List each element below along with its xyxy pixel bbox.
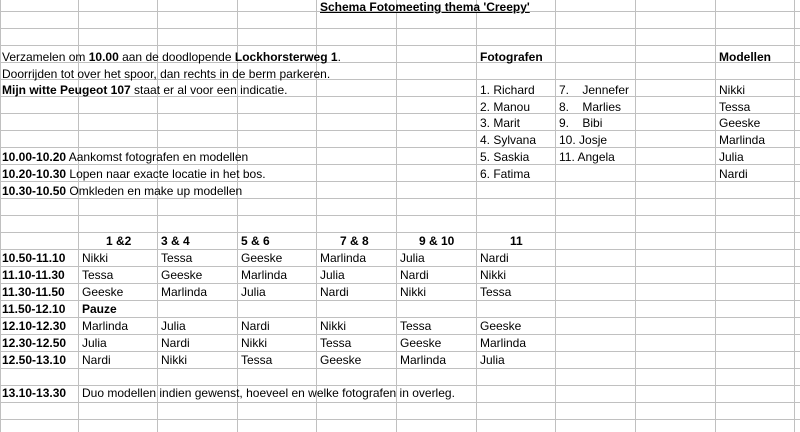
schedule-cell[interactable]: Nardi	[480, 251, 509, 265]
column-divider	[157, 0, 158, 432]
schedule-cell[interactable]: Nardi	[161, 336, 190, 350]
intro-text: staat er al voor een indicatie.	[130, 83, 288, 97]
schedule-cell[interactable]: Julia	[241, 285, 266, 299]
schedule-cell[interactable]: Tessa	[161, 251, 193, 265]
fotograaf-cell[interactable]: 10. Josje	[559, 133, 608, 147]
model-cell[interactable]: Geeske	[719, 116, 761, 130]
schedule-cell[interactable]: Marlinda	[480, 336, 527, 350]
fotograaf-cell[interactable]: 1. Richard	[480, 83, 535, 97]
schedule-cell[interactable]: Geeske	[400, 336, 442, 350]
program-row[interactable]	[2, 184, 242, 198]
fotograaf-cell[interactable]: 9. Bibi	[559, 116, 603, 130]
schedule-cell[interactable]: Marlinda	[241, 268, 288, 282]
schedule-cell[interactable]: Marlinda	[400, 353, 447, 367]
modellen-header[interactable]: Modellen	[719, 50, 772, 64]
schedule-cell[interactable]: Nardi	[82, 353, 111, 367]
fotografen-header[interactable]: Fotografen	[480, 50, 543, 64]
program-text: Aankomst fotografen en modellen	[68, 150, 249, 164]
pause-cell[interactable]: Pauze	[82, 302, 117, 316]
model-cell[interactable]: Nardi	[719, 167, 748, 181]
fotograaf-cell[interactable]: 4. Sylvana	[480, 133, 537, 147]
schedule-cell[interactable]: Tessa	[241, 353, 273, 367]
model-cell[interactable]: Julia	[719, 150, 744, 164]
column-divider	[396, 0, 397, 432]
intro-car: Mijn witte Peugeot 107	[2, 83, 131, 97]
schedule-cell[interactable]: Nikki	[161, 353, 187, 367]
program-row[interactable]	[2, 167, 266, 181]
schedule-cell[interactable]: Nikki	[400, 285, 426, 299]
schedule-cell[interactable]: Nikki	[82, 251, 108, 265]
intro-text: .	[337, 50, 341, 64]
schedule-time[interactable]: 12.50-13.10	[2, 353, 67, 367]
fotograaf-cell[interactable]: 2. Manou	[480, 100, 531, 114]
schedule-cell[interactable]: Tessa	[480, 285, 512, 299]
program-time: 10.30-10.50	[2, 184, 67, 198]
sheet-title[interactable]: Schema Fotomeeting thema 'Creepy'	[320, 0, 530, 14]
intro-line-1[interactable]	[2, 50, 341, 64]
column-divider	[237, 0, 238, 432]
intro-text: Verzamelen om	[2, 50, 89, 64]
schedule-cell[interactable]: Geeske	[480, 319, 522, 333]
schedule-cell[interactable]: Tessa	[320, 336, 352, 350]
schedule-cell[interactable]: Nardi	[320, 285, 349, 299]
fotograaf-cell[interactable]: 6. Fatima	[480, 167, 531, 181]
schedule-cell[interactable]: Julia	[82, 336, 107, 350]
schedule-cell[interactable]: Julia	[480, 353, 505, 367]
schedule-cell[interactable]: Nikki	[480, 268, 506, 282]
column-divider	[715, 0, 716, 432]
program-text: Lopen naar exacte locatie in het bos.	[69, 167, 266, 181]
schedule-cell[interactable]: Nardi	[241, 319, 270, 333]
fotograaf-cell[interactable]: 3. Marit	[480, 116, 521, 130]
schedule-time[interactable]: 11.10-11.30	[2, 268, 65, 282]
column-divider	[476, 0, 477, 432]
model-cell[interactable]: Marlinda	[719, 133, 766, 147]
schedule-header[interactable]: 1 &2	[106, 234, 132, 248]
schedule-header[interactable]: 3 & 4	[161, 234, 190, 248]
schedule-time[interactable]: 12.30-12.50	[2, 336, 67, 350]
schedule-time[interactable]: 10.50-11.10	[2, 251, 66, 265]
schedule-cell[interactable]: Geeske	[241, 251, 283, 265]
schedule-cell[interactable]: Nikki	[241, 336, 267, 350]
intro-line-3[interactable]	[2, 83, 287, 97]
model-cell[interactable]: Tessa	[719, 100, 751, 114]
schedule-header[interactable]: 11	[510, 234, 523, 248]
schedule-cell[interactable]: Nikki	[320, 319, 346, 333]
schedule-cell[interactable]: Tessa	[400, 319, 432, 333]
schedule-cell[interactable]: Marlinda	[161, 285, 208, 299]
schedule-cell[interactable]: Julia	[320, 268, 345, 282]
program-text: Omkleden en make up modellen	[69, 184, 243, 198]
schedule-header[interactable]: 9 & 10	[419, 234, 455, 248]
column-divider	[78, 0, 79, 432]
column-divider	[794, 0, 795, 432]
schedule-cell[interactable]: Nardi	[400, 268, 429, 282]
fotograaf-cell[interactable]: 8. Marlies	[559, 100, 622, 114]
closing-time[interactable]: 13.10-13.30	[2, 386, 67, 400]
schedule-cell[interactable]: Tessa	[82, 268, 114, 282]
schedule-cell[interactable]: Julia	[161, 319, 186, 333]
fotograaf-cell[interactable]: 11. Angela	[559, 150, 615, 164]
schedule-cell[interactable]: Julia	[400, 251, 425, 265]
schedule-header[interactable]: 7 & 8	[340, 234, 369, 248]
schedule-cell[interactable]: Geeske	[161, 268, 203, 282]
schedule-header[interactable]: 5 & 6	[241, 234, 270, 248]
intro-place: Lockhorsterweg 1	[234, 50, 338, 64]
closing-text[interactable]: Duo modellen indien gewenst, hoeveel en welke fotografen in overleg.	[82, 386, 455, 400]
column-divider	[555, 0, 556, 432]
intro-line-2[interactable]: Doorrijden tot over het spoor, dan rechts in de berm parkeren.	[2, 67, 331, 81]
program-time: 10.20-10.30	[2, 167, 67, 181]
intro-time: 10.00	[88, 50, 119, 64]
column-divider	[316, 0, 317, 432]
program-time: 10.00-10.20	[2, 150, 67, 164]
model-cell[interactable]: Nikki	[719, 83, 745, 97]
schedule-cell[interactable]: Marlinda	[320, 251, 367, 265]
schedule-cell[interactable]: Marlinda	[82, 319, 129, 333]
schedule-cell[interactable]: Geeske	[82, 285, 124, 299]
program-row[interactable]	[2, 150, 248, 164]
schedule-time[interactable]: 11.50-12.10	[2, 302, 66, 316]
schedule-cell[interactable]: Geeske	[320, 353, 362, 367]
fotograaf-cell[interactable]: 7. Jennefer	[559, 83, 630, 97]
schedule-time[interactable]: 11.30-11.50	[2, 285, 65, 299]
schedule-time[interactable]: 12.10-12.30	[2, 319, 67, 333]
column-divider	[635, 0, 636, 432]
intro-text: aan de doodlopende	[118, 50, 235, 64]
fotograaf-cell[interactable]: 5. Saskia	[480, 150, 530, 164]
